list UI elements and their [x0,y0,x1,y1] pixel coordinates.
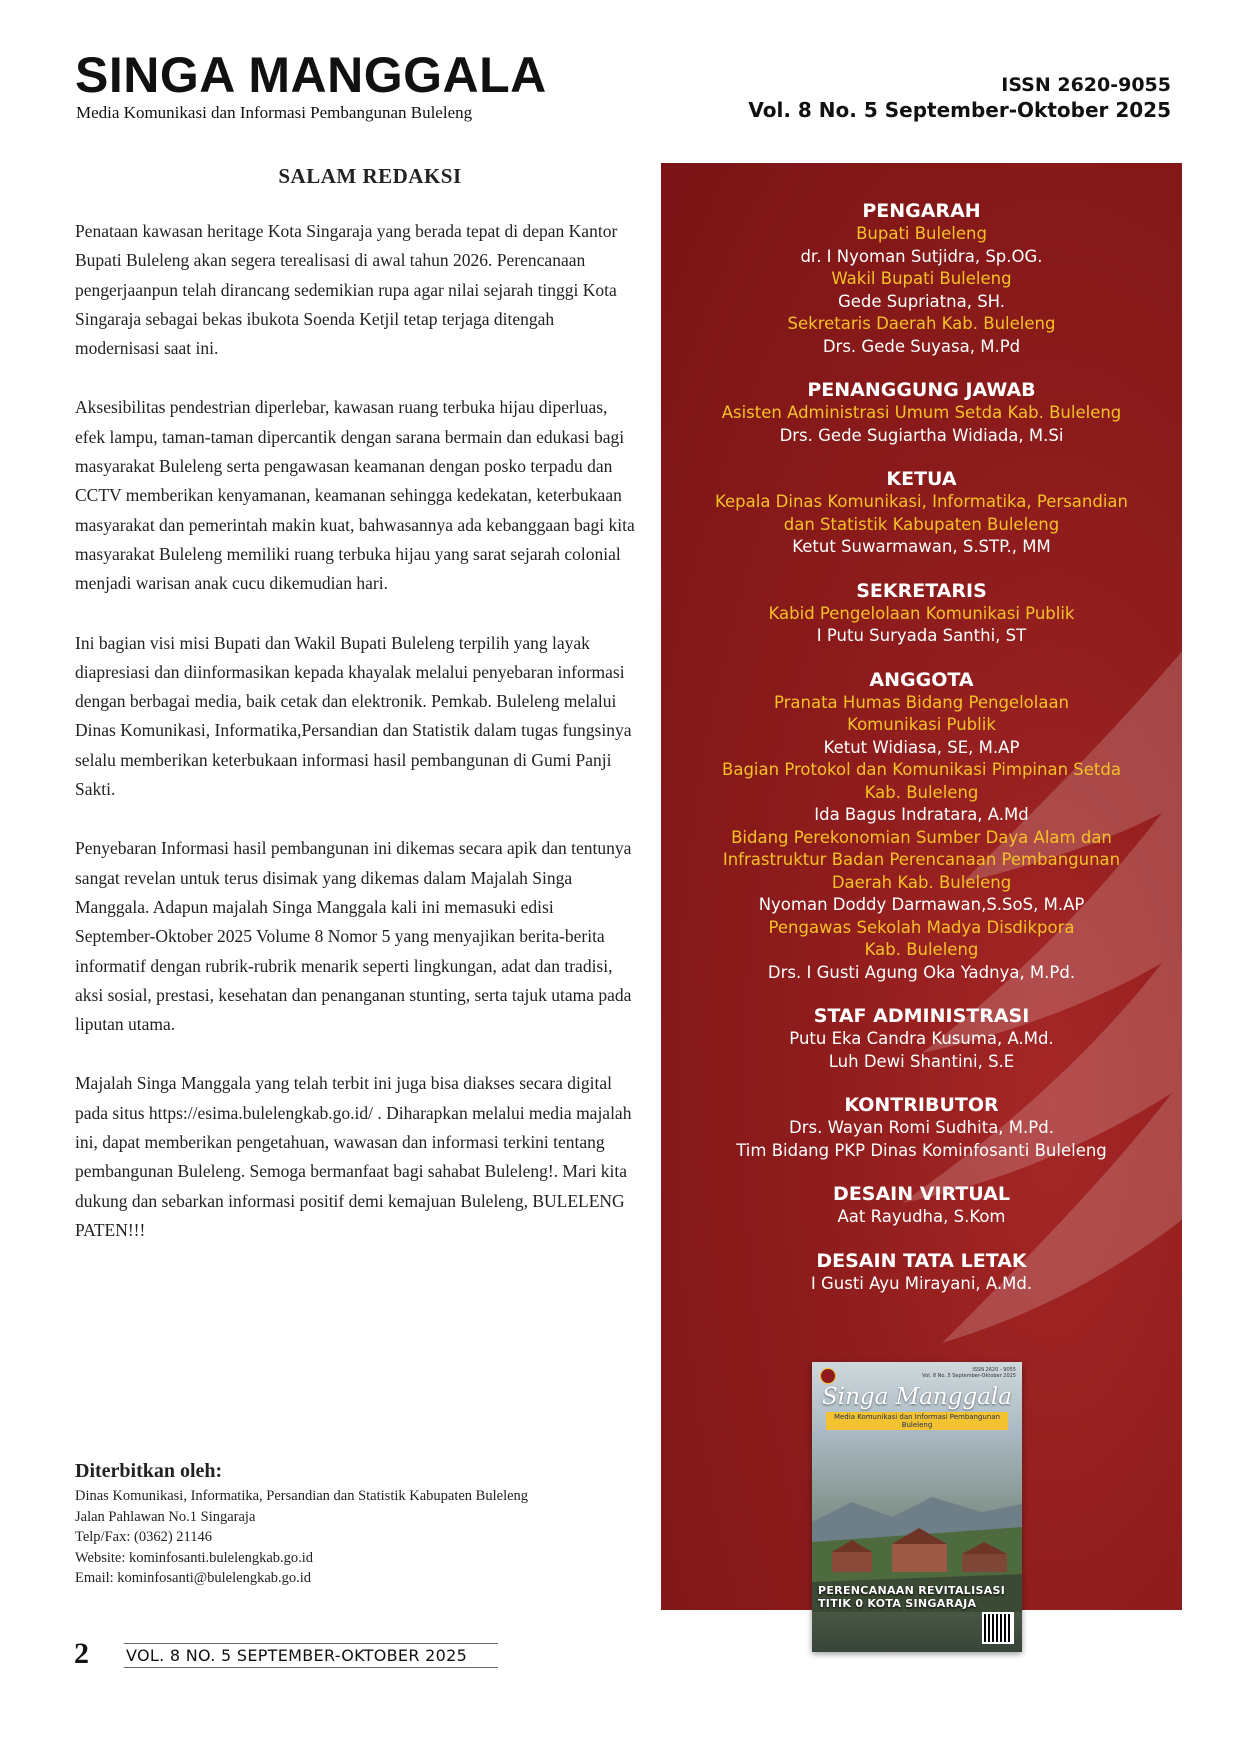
role-title: Komunikasi Publik [847,715,996,734]
masthead-subtitle: Media Komunikasi dan Informasi Pembangunan Buleleng [76,103,473,122]
publisher-heading: Diterbitkan oleh: [75,1460,223,1482]
role-title: Sekretaris Daerah Kab. Buleleng [787,314,1056,333]
role-title: Bupati Buleleng [856,224,987,243]
section-heading: SEKRETARIS [856,579,987,602]
role-title: Asisten Administrasi Umum Setda Kab. Buleleng [721,403,1122,422]
role-title: Wakil Bupati Buleleng [831,269,1012,288]
person-name: Drs. Gede Sugiartha Widiada, M.Si [779,425,1064,445]
credits-list [661,199,1182,1315]
editorial-paragraph: Ini bagian visi misi Bupati dan Wakil Bupati Buleleng terpilih yang layak diapresiasi dan diinformasikan kepada khayalak melalui penyebaran informasi dengan berbagai media, baik cetak dan elektronik. Pemkab. Buleleng melalui Dinas Komunikasi, Informatika,Persandian dan Statistik dalam tugas fungsinya selalu memberikan keterbukaan informasi hasil pembangunan di Gumi Panji Sakti. [75,632,632,800]
credits-section-anggota [661,668,1182,985]
person-name: dr. I Nyoman Sutjidra, Sp.OG. [800,246,1043,266]
person-name: Drs. Gede Suyasa, M.Pd [822,336,1021,356]
credits-section-sekretaris [661,579,1182,648]
barcode-icon [982,1612,1014,1644]
role-title: Kepala Dinas Komunikasi, Informatika, Persandian [715,492,1128,511]
role-title: Kab. Buleleng [864,782,979,802]
credits-section-ketua [661,467,1182,559]
person-name: I Putu Suryada Santhi, ST [816,626,1027,645]
role-title: Infrastruktur Badan Perencanaan Pembangunan [722,850,1121,869]
credits-section-desain-virtual [661,1182,1182,1229]
publisher-phone: Telp/Fax: (0362) 21146 [75,1529,212,1545]
editorial-paragraph: Penyebaran Informasi hasil pembangunan ini dikemas secara apik dan tentunya sangat revelan untuk terus disimak yang dikemas dalam Majalah Singa Manggala. Adapun majalah Singa Manggala kali ini memasuki edisi September-Oktober 2025 Volume 8 Nomor 5 yang menyajikan berita-berita informatif dengan rubrik-rubrik menarik seperti lingkungan, adat dan tradisi, aksi sosial, prestasi, kesehatan dan penanganan stunting, serta tajuk utama pada liputan utama. [75,838,632,1035]
cover-title: Singa Manggala [822,1384,1012,1410]
publisher-name: Dinas Komunikasi, Informatika, Persandian dan Statistik Kabupaten Buleleng [75,1488,529,1504]
role-title: Kabid Pengelolaan Komunikasi Publik [768,603,1075,623]
editorial-body [75,217,635,1245]
section-heading: DESAIN VIRTUAL [833,1183,1010,1205]
section-heading: ANGGOTA [869,668,974,691]
editorial-paragraph: Aksesibilitas pendestrian diperlebar, kawasan ruang terbuka hijau diperluas, efek lampu, taman-taman dipercantik dengan sarana bermain dan edukasi bagi masyarakat Buleleng serta pengawasan keamanan dengan posko terpadu dan CCTV memberikan kenyamanan, keamanan sehingga kedekatan, keterbukaan masyarakat dan pemerintah makin kuat, bahwasannya ada kebanggaan bagi kita masyarakat Buleleng memiliki ruang terbuka hijau yang sarat sejarah colonial menjadi warisan anak cucu dikemudian hari. [75,397,635,594]
role-title: Kab. Buleleng [864,940,979,959]
cover-headline-line: PERENCANAAN REVITALISASI [818,1584,1006,1597]
cover-volume: Vol. 8 No. 5 September-Oktober 2025 [922,1373,1016,1379]
section-heading: KONTRIBUTOR [844,1094,999,1116]
cover-headline [818,1584,1008,1610]
publisher-block [75,1460,528,1589]
person-name: Ketut Suwarmawan, S.STP., MM [792,537,1051,556]
role-title: Pengawas Sekolah Madya Disdikpora [768,917,1075,937]
issue-info [748,74,1171,122]
person-name: Ketut Widiasa, SE, M.AP [823,737,1020,757]
person-name: Aat Rayudha, S.Kom [837,1207,1006,1226]
section-heading: DESAIN TATA LETAK [816,1249,1027,1272]
magazine-cover [812,1362,1022,1652]
publisher-email: Email: kominfosanti@bulelengkab.go.id [75,1570,312,1586]
editorial-heading: SALAM REDAKSI [278,164,462,188]
volume-info: Vol. 8 No. 5 September-Oktober 2025 [748,98,1171,122]
credits-section-pengarah [661,199,1182,358]
issn-number: ISSN 2620-9055 [1001,74,1171,96]
editorial-column [75,164,635,1275]
editorial-paragraph: Penataan kawasan heritage Kota Singaraja yang berada tepat di depan Kantor Bupati Buleleng akan segera terealisasi di awal tahun 2026. Perencanaan pengerjaanpun telah dirancang sedemikian rupa agar nilai sejarah tinggi Kota Singaraja sebagai bekas ibukota Soenda Ketjil tetap terjaga ditengah modernisasi saat ini. [75,221,618,359]
person-name: Gede Supriatna, SH. [837,291,1006,311]
credits-section-desain-tata-letak [661,1249,1182,1296]
footer-issue: VOL. 8 NO. 5 SEPTEMBER-OKTOBER 2025 [124,1643,498,1668]
role-title: Pranata Humas Bidang Pengelolaan [773,692,1070,712]
person-name: I Gusti Ayu Mirayani, A.Md. [810,1273,1033,1293]
person-name: Drs. Wayan Romi Sudhita, M.Pd. [789,1118,1054,1137]
credits-section-kontributor [661,1093,1182,1162]
section-heading: KETUA [886,468,957,490]
role-title: Bidang Perekonomian Sumber Daya Alam dan [731,827,1112,847]
page-number: 2 [74,1637,89,1670]
regency-logo-icon [820,1368,836,1384]
section-heading: STAF ADMINISTRASI [813,1005,1030,1027]
editorial-paragraph: Majalah Singa Manggala yang telah terbit ini juga bisa diakses secara digital pada situs https://esima.bulelengkab.go.id/ . Diharapkan melalui media majalah ini, dapat memberikan pengetahuan, wawasan dan informasi terkini tentang pembangunan Buleleng. Semoga bermanfaat bagi sahabat Buleleng!. Mari kita dukung dan sebarkan informasi positif demi kemajuan Buleleng, BULELENG PATEN!!! [75,1073,632,1240]
masthead-title: SINGA MANGGALA [75,47,547,103]
role-title: Bagian Protokol dan Komunikasi Pimpinan Setda [722,760,1121,779]
cover-issn: ISSN 2620 - 9055 [972,1367,1016,1373]
role-title: dan Statistik Kabupaten Buleleng [783,514,1060,534]
person-name: Putu Eka Candra Kusuma, A.Md. [789,1029,1054,1048]
credits-section-penanggung-jawab [661,378,1182,447]
credits-section-staf-administrasi [661,1004,1182,1073]
role-title: Daerah Kab. Buleleng [831,872,1012,892]
person-name: Ida Bagus Indratara, A.Md [814,805,1029,824]
cover-headline-line: TITIK 0 KOTA SINGARAJA [818,1597,977,1610]
publisher-address: Jalan Pahlawan No.1 Singaraja [75,1508,256,1525]
person-name: Tim Bidang PKP Dinas Kominfosanti Buleleng [736,1140,1107,1160]
cover-subtitle: Media Komunikasi dan Informasi Pembangunan Buleleng [826,1412,1008,1430]
section-heading: PENGARAH [862,200,981,222]
section-heading: PENANGGUNG JAWAB [807,379,1036,401]
cover-meta [922,1367,1016,1379]
person-name: Nyoman Doddy Darmawan,S.SoS, M.AP [758,895,1085,914]
person-name: Luh Dewi Shantini, S.E [828,1051,1015,1071]
publisher-website: Website: kominfosanti.bulelengkab.go.id [75,1549,314,1566]
person-name: Drs. I Gusti Agung Oka Yadnya, M.Pd. [767,962,1076,982]
